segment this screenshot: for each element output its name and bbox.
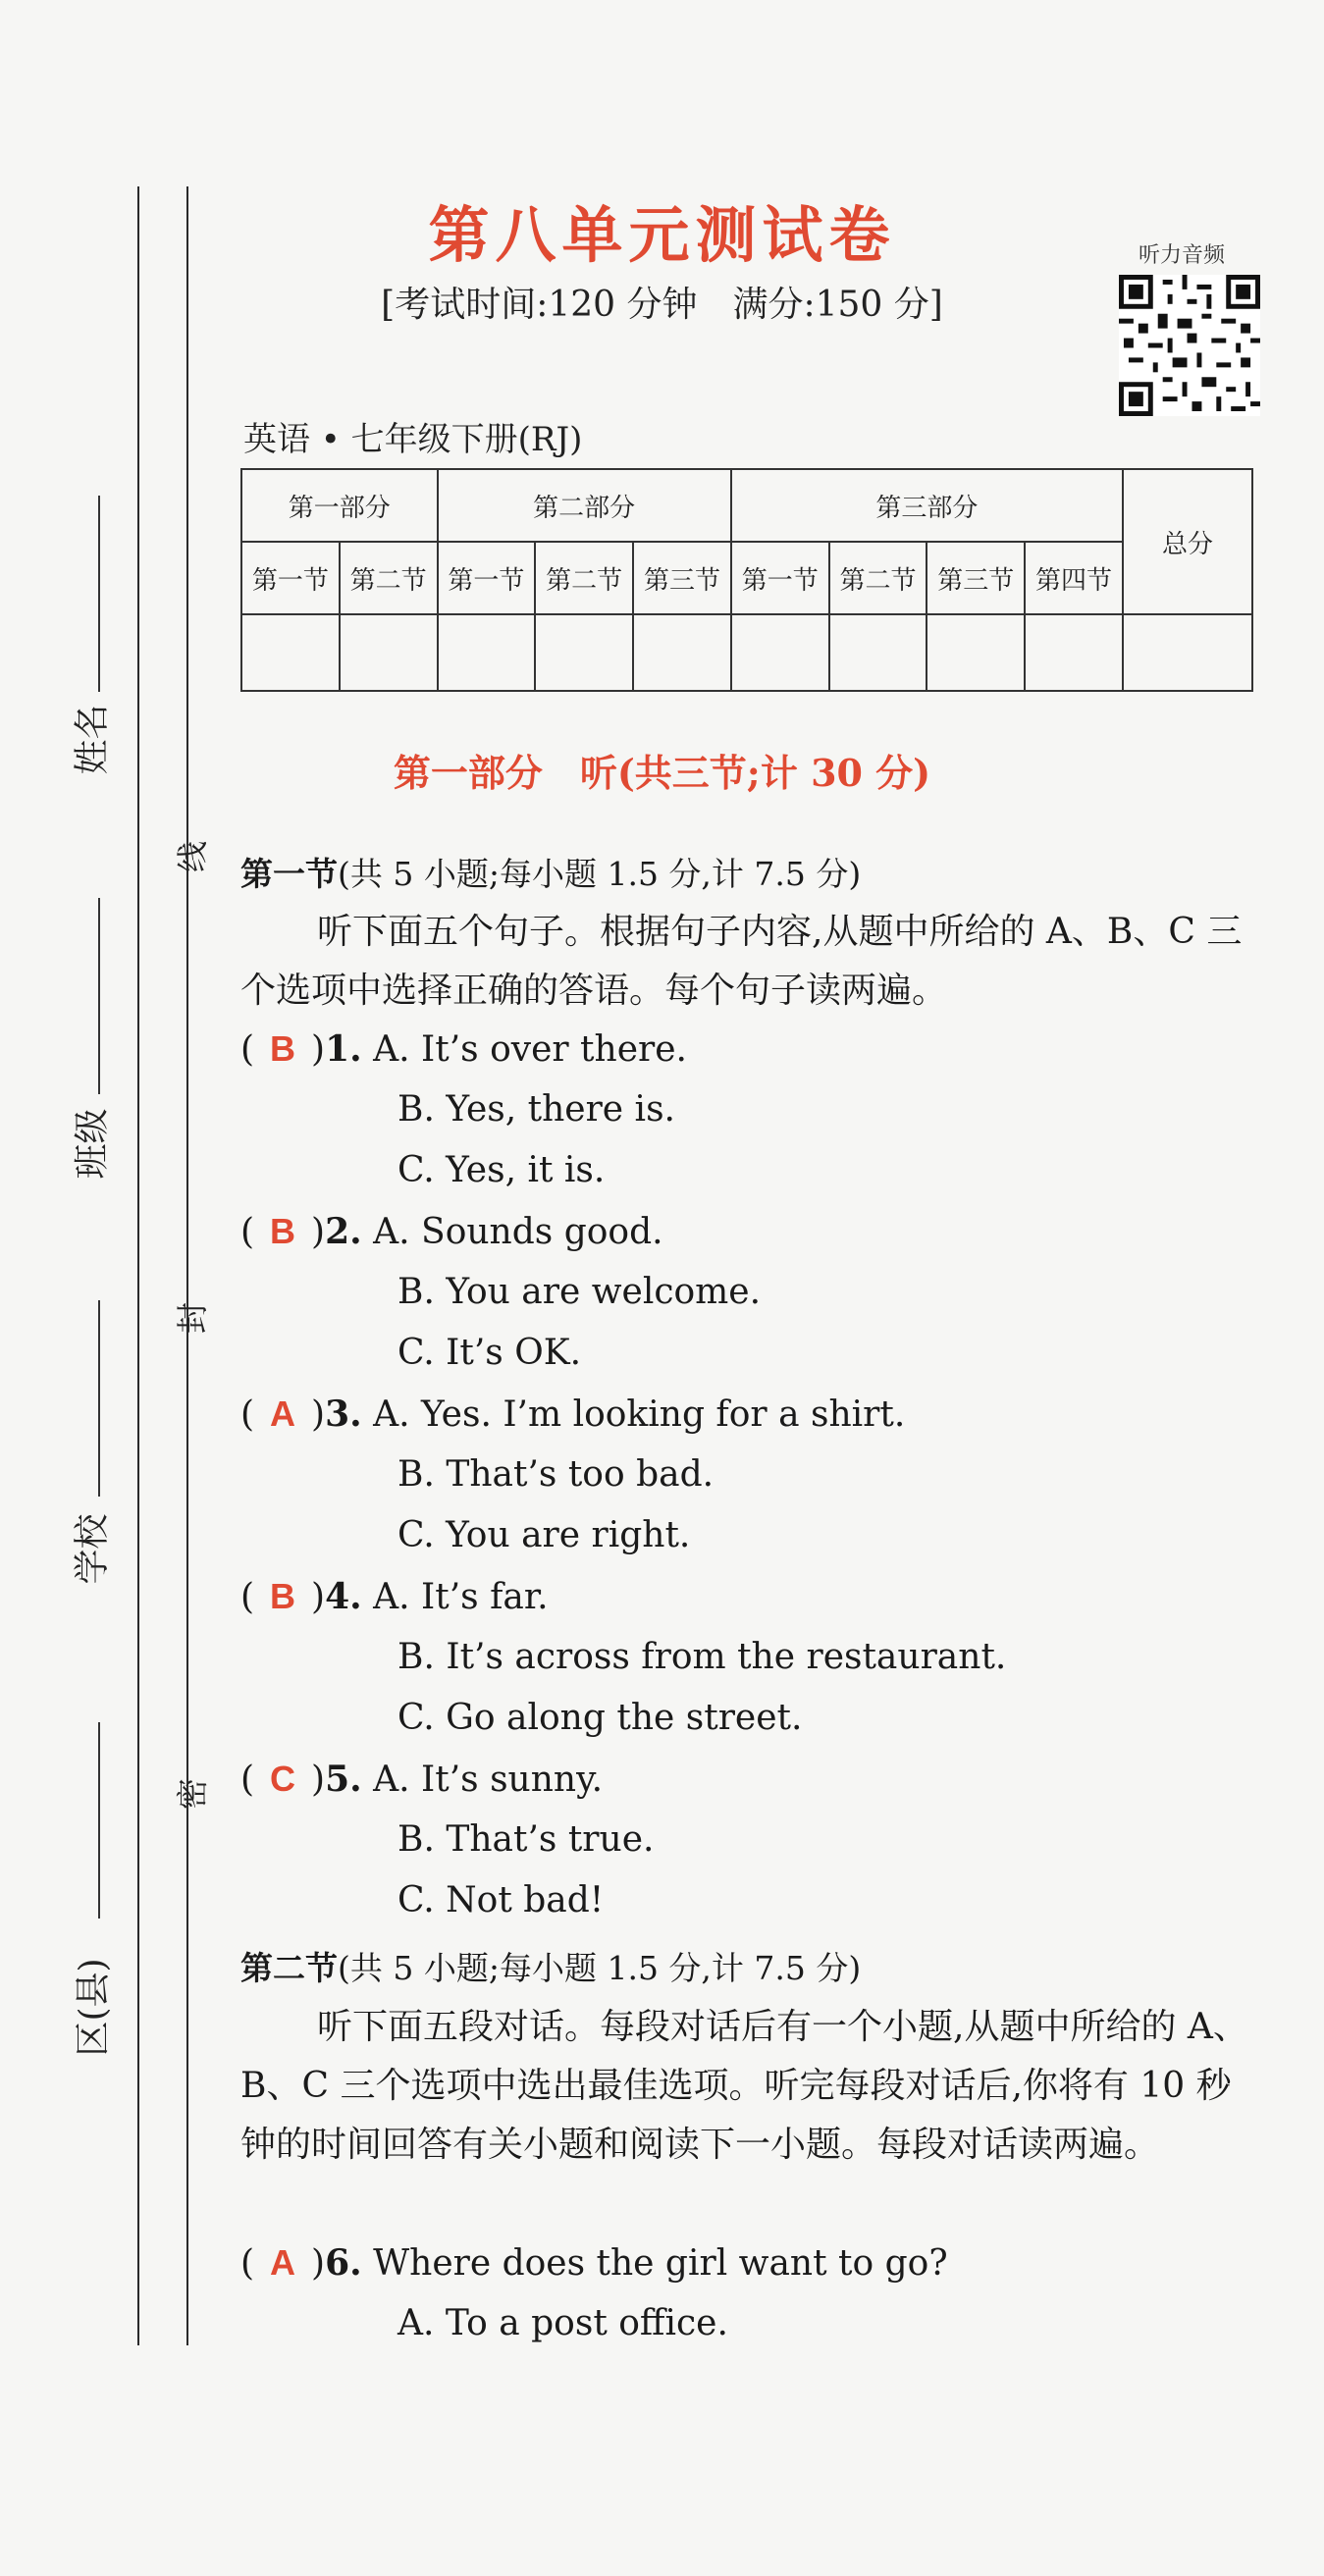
section1-heading [240,849,861,895]
part1-title: 第一部分 听(共三节;计 30 分) [393,751,931,795]
part3-header: 第三部分 [731,469,1123,542]
section-header: 第二节 [340,542,438,614]
question-number: 4. [325,1576,362,1617]
question-1: ( B )1. A. It’s over there. [240,1028,687,1070]
seal-char-feng: 封 [174,1301,212,1335]
section1-scoring: (共 5 小题;每小题 1.5 分,计 7.5 分) [338,855,862,893]
question-2: ( B )2. A. Sounds good. [240,1211,663,1252]
part1-header: 第一部分 [241,469,438,542]
question-number: 3. [325,1393,362,1435]
section-header: 第一节 [438,542,536,614]
question-number: 1. [325,1028,362,1070]
section-header: 第二节 [535,542,633,614]
option: A. To a post office. [397,2303,728,2343]
option: A. Sounds good. [373,1212,663,1252]
answer-mark: B [270,1028,296,1069]
question-stem: Where does the girl want to go? [373,2243,948,2284]
name-blank[interactable] [98,496,100,692]
section-header: 第四节 [1025,542,1123,614]
section-header: 第一节 [241,542,340,614]
section2-instructions [240,1998,1261,2175]
option: C. It’s OK. [397,1333,582,1373]
page-title: 第八单元测试卷 [428,199,896,271]
school-label: 学校 [72,1513,113,1585]
option: C. Yes, it is. [397,1150,606,1190]
score-table [240,468,1253,692]
option: B. That’s too bad. [397,1454,715,1495]
total-header: 总分 [1123,469,1252,614]
seal-char-mi: 密 [174,1777,212,1811]
total-score-cell[interactable] [1123,614,1252,691]
option: C. You are right. [397,1515,691,1555]
option: B. Yes, there is. [397,1089,675,1130]
question-number: 6. [325,2242,362,2284]
binding-line-outer [137,186,139,2345]
section1-instructions-text: 听下面五个句子。根据句子内容,从题中所给的 A、B、C 三个选项中选择正确的答语。每个句子读两遍。 [240,912,1243,1011]
section2-instructions-text: 听下面五段对话。每段对话后有一个小题,从题中所给的 A、B、C 三个选项中选出最佳选项。听完每段对话后,你将有 10 秒钟的时间回答有关小题和阅读下一小题。每段对话读两遍。 [240,2007,1248,2165]
class-blank[interactable] [98,898,100,1094]
binding-line-inner [186,186,188,2345]
section2-scoring: (共 5 小题;每小题 1.5 分,计 7.5 分) [338,1949,862,1987]
section-header: 第三节 [633,542,731,614]
score-cell[interactable] [1025,614,1123,691]
option: B. It’s across from the restaurant. [397,1637,1007,1677]
option: A. It’s over there. [373,1029,687,1070]
school-blank[interactable] [98,1300,100,1497]
score-cell[interactable] [535,614,633,691]
option: B. That’s true. [397,1819,655,1860]
option: A. It’s sunny. [373,1760,604,1800]
answer-mark: A [270,2242,296,2283]
score-cell[interactable] [927,614,1025,691]
part2-header: 第二部分 [438,469,731,542]
option: C. Not bad! [397,1880,605,1920]
section2-heading [240,1943,861,1989]
score-cell[interactable] [633,614,731,691]
score-cell[interactable] [241,614,340,691]
section-header: 第二节 [829,542,927,614]
answer-mark: A [270,1393,296,1434]
question-4: ( B )4. A. It’s far. [240,1576,549,1617]
question-number: 5. [325,1759,362,1800]
subject-line: 英语 • 七年级下册(RJ) [243,420,583,459]
score-cell[interactable] [438,614,536,691]
question-3: ( A )3. A. Yes. I’m looking for a shirt. [240,1393,906,1435]
seal-char-xian: 线 [174,840,212,873]
qr-label: 听力音频 [1139,243,1226,268]
option: C. Go along the street. [397,1698,803,1738]
question-5: ( C )5. A. It’s sunny. [240,1759,604,1800]
section1-label: 第一节 [240,855,338,893]
option: A. It’s far. [373,1577,549,1617]
score-cell[interactable] [829,614,927,691]
option: A. Yes. I’m looking for a shirt. [373,1394,906,1435]
class-label: 班级 [72,1108,113,1180]
question-number: 2. [325,1211,362,1252]
section-header: 第一节 [731,542,829,614]
section-header: 第三节 [927,542,1025,614]
answer-mark: B [270,1576,296,1616]
answer-mark: B [270,1211,296,1251]
district-label: 区(县) [73,1958,114,2057]
exam-info: [考试时间:120 分钟 满分:150 分] [381,285,943,325]
answer-mark: C [270,1759,296,1799]
qr-code-icon[interactable] [1119,275,1260,416]
district-blank[interactable] [98,1722,100,1919]
question-6: ( A )6. Where does the girl want to go? [240,2242,948,2284]
name-label: 姓名 [72,704,113,775]
score-cell[interactable] [340,614,438,691]
score-cell[interactable] [731,614,829,691]
option: B. You are welcome. [397,1272,762,1312]
section1-instructions [240,903,1261,1021]
section2-label: 第二节 [240,1949,338,1987]
